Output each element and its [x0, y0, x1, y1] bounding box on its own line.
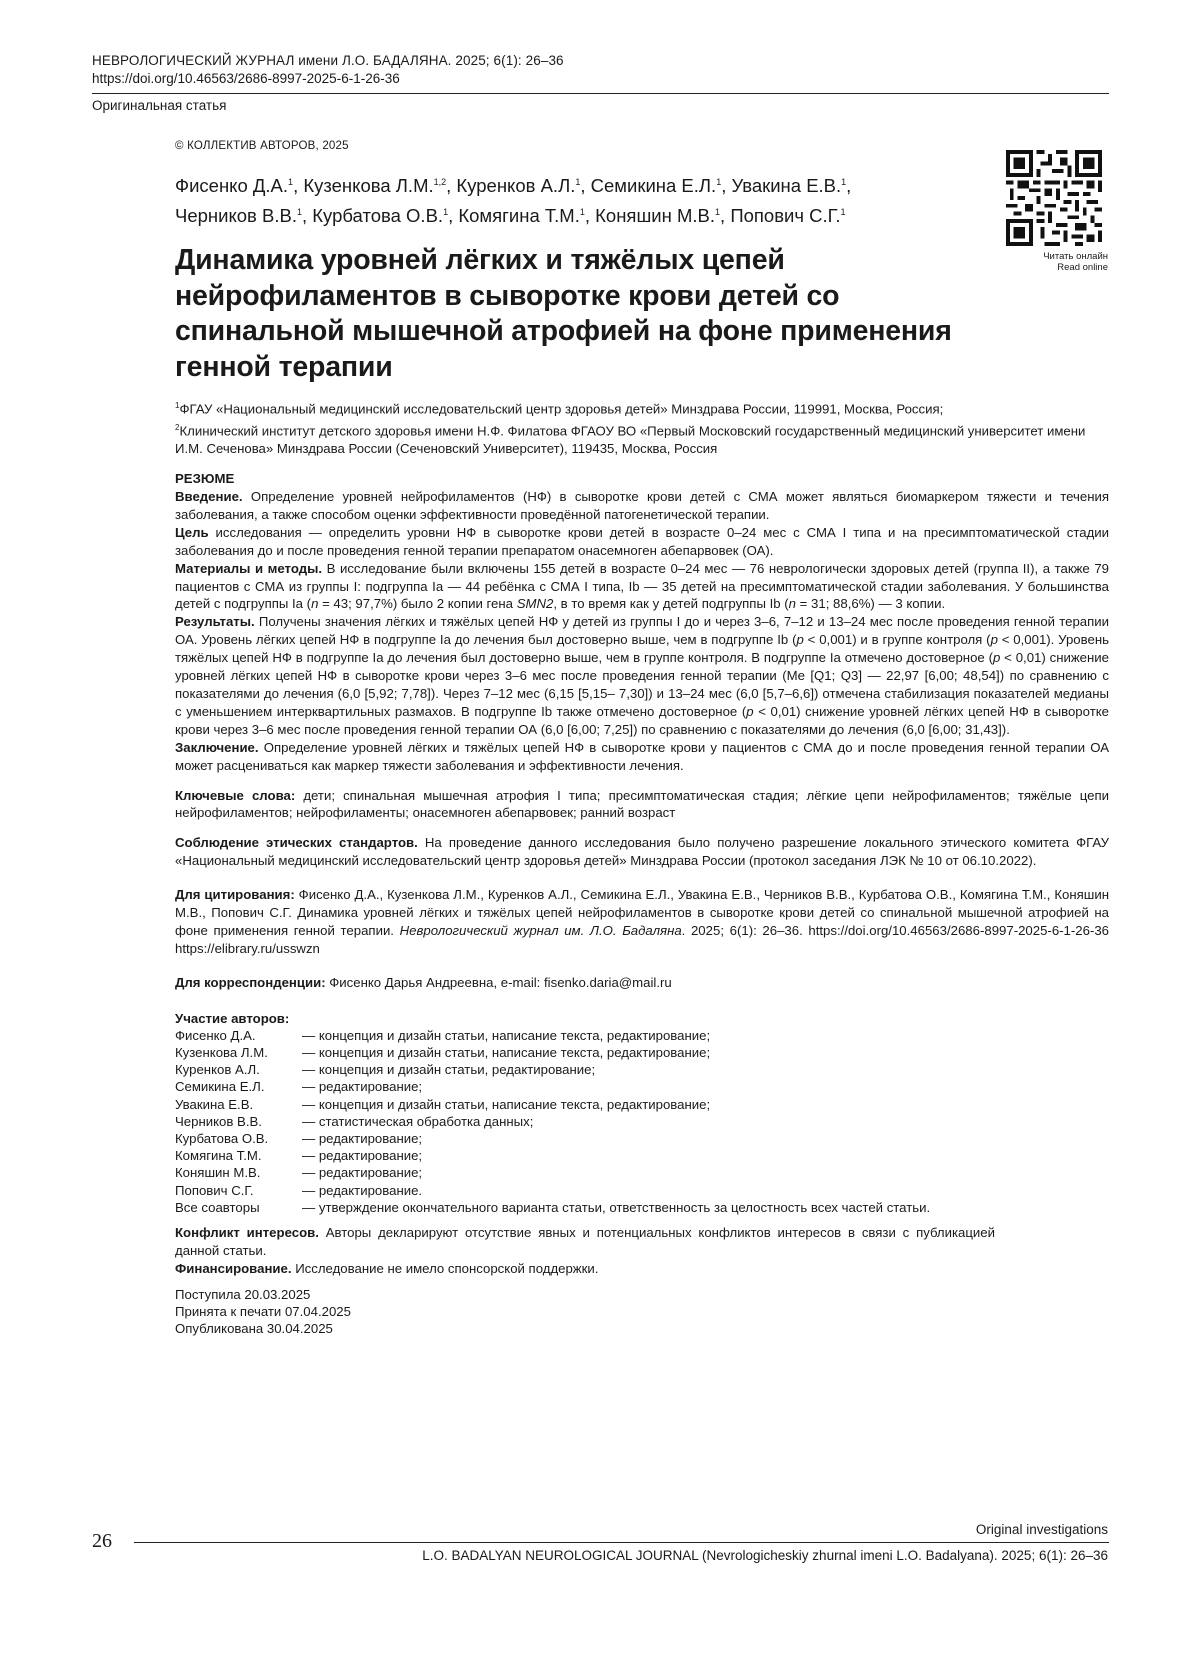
- funding: Финансирование. Исследование не имело спонсорской поддержки.: [175, 1260, 599, 1276]
- contribution-row: Все соавторы — утверждение окончательного варианта статьи, ответственность за целостность всех частей статьи.: [175, 1199, 931, 1215]
- author-list: Фисенко Д.А.$^1$, Кузенкова Л.М.$^{1,2}$, Куренков А.Л.$^1$, Семикина Е.Л.$^1$, Увакина Е.В.$^1$, Черников В.В.$^1$, Курбатова О.В.$^1$, Комягина Т.М.$^1$, Коняшин М.В.$^1$, Попович С.Г.$^1$: [175, 175, 852, 227]
- author: Коняшин М.В.$^1$: [595, 205, 721, 227]
- affiliation: $^2$Клинический институт детского здоровья имени Н.Ф. Филатова ФГАОУ ВО «Первый Московский государственный медицинский университет имени И.М. Сеченова» Минздрава России (Сеченовский Университет), 119435, Москва, Россия: [175, 422, 1086, 457]
- contributions-heading: Участие авторов:: [175, 1010, 290, 1026]
- author: Фисенко Д.А.$^1$: [175, 175, 294, 197]
- author: Семикина Е.Л.$^1$: [590, 175, 722, 197]
- author: Увакина Е.В.$^1$: [731, 175, 847, 197]
- doi-link[interactable]: https://doi.org/10.46563/2686-8997-2025-6-1-26-36: [92, 71, 400, 86]
- contribution-row: Попович С.Г. — редактирование.: [175, 1182, 423, 1198]
- qr-label-en: Read online: [1057, 262, 1108, 273]
- affiliation: $^1$ФГАУ «Национальный медицинский исследовательский центр здоровья детей» Минздрава России, 119991, Москва, Россия;: [175, 401, 944, 417]
- conflict-of-interest: Конфликт интересов. Авторы декларируют отсутствие явных и потенциальных конфликтов интересов в связи с публикацией данной статьи.: [175, 1225, 995, 1258]
- author: Куренков А.Л.$^1$: [456, 175, 581, 197]
- correspondence: Для корреспонденции: Фисенко Дарья Андреевна, e-mail: fisenko.daria@mail.ru: [175, 974, 672, 990]
- contribution-row: Комягина Т.М. — редактирование;: [175, 1148, 423, 1164]
- date-accepted: Принята к печати 07.04.2025: [175, 1304, 351, 1320]
- author: Черников В.В.$^1$: [175, 205, 302, 227]
- author: Попович С.Г.$^1$: [730, 205, 846, 227]
- journal-line: НЕВРОЛОГИЧЕСКИЙ ЖУРНАЛ имени Л.О. БАДАЛЯНА. 2025; 6(1): 26–36: [92, 53, 564, 68]
- author: Кузенкова Л.М.$^{1,2}$: [303, 175, 447, 197]
- ethics-statement: Соблюдение этических стандартов. На проведение данного исследования было получено разрешение локального этического комитета ФГАУ «Национальный медицинский исследовательский центр здоровья детей» Минздрава России (протокол заседания ЛЭК № 10 от 06.10.2022).: [175, 835, 1109, 869]
- date-received: Поступила 20.03.2025: [175, 1286, 311, 1302]
- contribution-row: Фисенко Д.А. — концепция и дизайн статьи, написание текста, редактирование;: [175, 1027, 711, 1043]
- abstract: [175, 470, 1109, 774]
- abstract-results: Результаты. Получены значения лёгких и тяжёлых цепей НФ у детей из группы I до и через 3–6, 7–12 и 13–24 мес после проведения генной терапии ОА. Уровень лёгких цепей НФ в подгруппе Ia до лечения был достоверно выше, чем в подгруппе Ib (p < 0,001) и в группе контроля (p < 0,001). Уровень тяжёлых цепей НФ в подгруппе Ia до лечения был достоверно выше, чем в группе контроля. В подгруппе Ia отмечено достоверное (p < 0,01) снижение уровней лёгких цепей НФ в сыворотке крови через 3–6 мес после проведения генной терапии (Me [Q1; Q3] — 22,97 [6,00; 48,54]) по сравнению с показателями до лечения (6,0 [5,92; 7,78]). Через 7–12 мес (6,15 [5,15– 7,30]) и 13–24 мес (6,0 [5,7–6,6]) отмечена стабилизация показателей медианы с уменьшением интерквартильных размахов. В подгруппе Ib также отмечено достоверное (p < 0,01) снижение уровней лёгких цепей НФ в сыворотке крови через 3–6 мес после проведения генной терапии ОА (6,0 [6,00; 7,25]) по сравнению с показателями до лечения (6,0 [6,00; 31,43]).: [175, 614, 1109, 737]
- contribution-row: Куренков А.Л. — концепция и дизайн статьи, редактирование;: [175, 1062, 596, 1078]
- running-header: [92, 52, 1109, 113]
- article-title: Динамика уровней лёгких и тяжёлых цепей нейрофиламентов в сыворотке крови детей со спинальной мышечной атрофией на фоне применения генной терапии: [175, 244, 952, 383]
- author-contributions: [175, 1010, 1109, 1216]
- abstract-conclusion: Заключение. Определение уровней лёгких и тяжёлых цепей НФ в сыворотке крови у пациентов с СМА до и после проведения генной терапии ОА может расцениваться как маркер тяжести заболевания и эффективности лечения.: [175, 739, 1109, 773]
- contribution-row: Семикина Е.Л. — редактирование;: [175, 1079, 423, 1095]
- contribution-row: Курбатова О.В. — редактирование;: [175, 1131, 423, 1147]
- affiliations: [175, 397, 1109, 458]
- article-front-matter: [175, 140, 1109, 1337]
- abstract-aim: Цель исследования — определить уровни НФ в сыворотке крови детей в возрасте 0–24 мес с СМА I типа и на пресимптоматической стадии заболевания до и после проведения генной терапии препаратом онасемноген абепарвовек (ОА).: [175, 524, 1109, 558]
- citation: Для цитирования: Фисенко Д.А., Кузенкова Л.М., Куренков А.Л., Семикина Е.Л., Увакина Е.В., Черников В.В., Курбатова О.В., Комягина Т.М., Коняшин М.В., Попович С.Г. Динамика уровней лёгких и тяжёлых цепей нейрофиламентов в сыворотке крови детей со спинальной мышечной атрофией на фоне применения генной терапии. Неврологический журнал им. Л.О. Бадаляна. 2025; 6(1): 26–36. https://doi.org/10.46563/2686-8997-2025-6-1-26-36 https://elibrary.ru/usswzn: [175, 887, 1109, 956]
- author: Комягина Т.М.$^1$: [458, 205, 585, 227]
- contribution-row: Увакина Е.В. — концепция и дизайн статьи, написание текста, редактирование;: [175, 1096, 711, 1112]
- abstract-methods: Материалы и методы. В исследование были включены 155 детей в возрасте 0–24 мес — 76 неврологически здоровых детей (группа II), а также 79 пациентов с СМА из группы I: подгруппа Ia — 44 ребёнка с СМА I типа, Ib — 35 детей на пресимптоматической стадии заболевания. У большинства детей с подгруппы Ia (n = 43; 97,7%) было 2 копии гена SMN2, в то время как у детей подгруппы Ib (n = 31; 88,6%) — 3 копии.: [175, 560, 1109, 612]
- footer-section: Original investigations: [975, 1522, 1108, 1537]
- abstract-introduction: Введение. Определение уровней нейрофиламентов (НФ) в сыворотке крови детей с СМА может являться биомаркером тяжести и течения заболевания, а также способом оценки эффективности проведённой патогенетической терапии.: [175, 489, 1109, 522]
- article-dates: [175, 1286, 1109, 1338]
- footer-divider: [134, 1542, 1109, 1543]
- contribution-row: Коняшин М.В. — редактирование;: [175, 1165, 423, 1181]
- copyright: © КОЛЛЕКТИВ АВТОРОВ, 2025: [175, 140, 349, 152]
- author: Курбатова О.В.$^1$: [312, 205, 449, 227]
- contribution-row: Кузенкова Л.М. — концепция и дизайн статьи, написание текста, редактирование;: [175, 1045, 711, 1061]
- keywords: Ключевые слова: дети; спинальная мышечная атрофия I типа; пресимптоматическая стадия; лёгкие цепи нейрофиламентов; тяжёлые цепи нейрофиламентов; нейрофиламенты; онасемноген абепарвовек; ранний возраст: [175, 787, 1110, 821]
- footer-journal: L.O. BADALYAN NEUROLOGICAL JOURNAL (Nevrologicheskiy zhurnal imeni L.O. Badalyana). 2025; 6(1): 26–36: [422, 1548, 1108, 1563]
- contribution-row: Черников В.В. — статистическая обработка данных;: [175, 1113, 534, 1129]
- abstract-heading: РЕЗЮМЕ: [175, 471, 235, 487]
- qr-label-ru: Читать онлайн: [1043, 251, 1108, 262]
- date-published: Опубликована 30.04.2025: [175, 1321, 333, 1337]
- page-number: 26: [92, 1530, 112, 1552]
- section-label: Оригинальная статья: [92, 98, 227, 113]
- header-divider: [92, 93, 1109, 94]
